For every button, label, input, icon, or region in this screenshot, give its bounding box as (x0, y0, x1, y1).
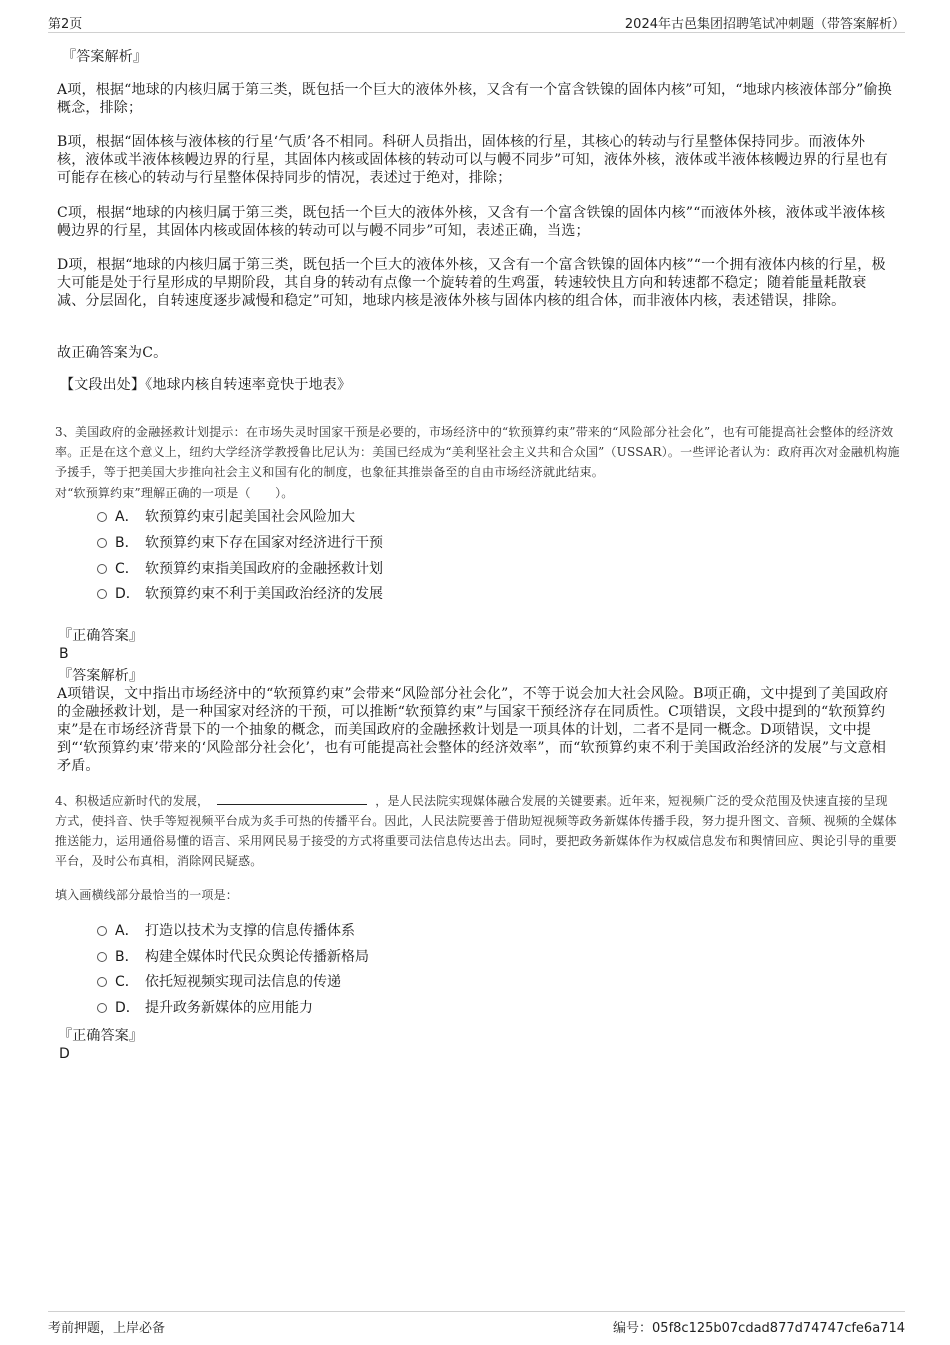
radio-icon[interactable] (97, 564, 107, 574)
q4-question: 填入画横线部分最恰当的一项是： (55, 888, 239, 902)
radio-icon[interactable] (97, 926, 107, 936)
q3-answer-heading: 『正确答案』 (58, 628, 144, 644)
option-text: 软预算约束不利于美国政治经济的发展 (145, 586, 383, 602)
option-letter: B． (115, 535, 139, 551)
q2-analysis-b: B项，根据“固体核与液体核的行星‘气质’各不相同。科研人员指出，固体核的行星，其核心的转动与行星整体保持同步。而液体外核，液体或半液体核幔边界的行星，其固体内核或固体核的转动可以与幔不同步”可知，液体外核，液体或半液体核幔边界的行星也有可能存在核心的转动与行星整体保持同步的情况，表述过于绝对，排除； (57, 134, 888, 186)
q4-stem-before: 4、积极适应新时代的发展， (55, 794, 210, 808)
document-id: 编号：05f8c125b07cdad877d74747cfe6a714 (613, 1321, 905, 1336)
option-text: 软预算约束下存在国家对经济进行干预 (145, 535, 383, 551)
option-text: 提升政务新媒体的应用能力 (145, 1000, 313, 1016)
q3-option-c[interactable] (97, 560, 497, 578)
option-letter: A． (115, 509, 139, 525)
radio-icon[interactable] (97, 977, 107, 987)
q3-answer: B (59, 646, 69, 662)
q4-option-c[interactable] (97, 973, 497, 991)
q3-analysis: A项错误，文中指出市场经济中的“软预算约束”会带来“风险部分社会化”，不等于说会加大社会风险。B项正确，文中提到了美国政府的金融拯救计划，是一种国家对经济的干预，可以推断“软预算约束”与国家干预经济存在同质性。C项错误，文段中提到的“软预算约束”是在市场经济背景下的一个抽象的概念，而美国政府的金融拯救计划是一项具体的计划，二者不是同一概念。D项错误，文中提到“‘软预算约束’带来的‘风险部分社会化’，也有可能提高社会整体的经济效率”，而“软预算约束不利于美国政治经济的发展”与文意相矛盾。 (57, 686, 889, 774)
q3-analysis-heading: 『答案解析』 (58, 668, 144, 684)
radio-icon[interactable] (97, 538, 107, 548)
q2-analysis-c: C项，根据“地球的内核归属于第三类，既包括一个巨大的液体外核，又含有一个富含铁镍的固体内核”“而液体外核，液体或半液体核幔边界的行星，其固体内核或固体核的转动可以与幔不同步”可知，表述正确，当选； (57, 205, 886, 239)
q3-stem: 3、美国政府的金融拯救计划提示：在市场失灵时国家干预是必要的，市场经济中的“软预算约束”带来的“风险部分社会化”，也有可能提高社会整体的经济效率。正是在这个意义上，纽约大学经济学教授鲁比尼认为：美国已经成为“美利坚社会主义共和合众国”（USSAR）。一些评论者认为：政府再次对金融机构施予援手，等于把美国大步推向社会主义和国有化的制度，也象征其推崇备至的自由市场经济就此结束。 (55, 425, 900, 479)
q3-option-b[interactable] (97, 534, 497, 552)
q3-option-d[interactable] (97, 585, 497, 603)
radio-icon[interactable] (97, 512, 107, 522)
page-footer (48, 1311, 905, 1336)
page-header (48, 10, 905, 33)
option-letter: B． (115, 949, 139, 965)
document-title: 2024年古邑集团招聘笔试冲刺题（带答案解析） (624, 17, 905, 32)
q2-analysis-a: A项，根据“地球的内核归属于第三类，既包括一个巨大的液体外核，又含有一个富含铁镍的固体内核”可知，“地球内核液体部分”偷换概念，排除； (57, 82, 892, 116)
radio-icon[interactable] (97, 1003, 107, 1013)
option-text: 打造以技术为支撑的信息传播体系 (145, 923, 355, 939)
q4-option-b[interactable] (97, 948, 497, 966)
q4-option-d[interactable] (97, 999, 497, 1017)
q2-analysis-heading: 『答案解析』 (62, 49, 148, 65)
q4-answer-heading: 『正确答案』 (58, 1028, 144, 1044)
option-letter: A． (115, 923, 139, 939)
option-text: 构建全媒体时代民众舆论传播新格局 (145, 949, 369, 965)
q3-option-a[interactable] (97, 508, 497, 526)
option-text: 软预算约束引起美国社会风险加大 (145, 509, 355, 525)
q4-stem (55, 791, 898, 871)
option-letter: C． (115, 561, 139, 577)
option-text: 软预算约束指美国政府的金融拯救计划 (145, 561, 383, 577)
q2-conclusion: 故正确答案为C。 (57, 345, 168, 361)
radio-icon[interactable] (97, 589, 107, 599)
option-letter: C． (115, 974, 139, 990)
q2-analysis-d: D项，根据“地球的内核归属于第三类，既包括一个巨大的液体外核，又含有一个富含铁镍的固体内核”“一个拥有液体内核的行星，极大可能是处于行星形成的早期阶段，其自身的转动有点像一个旋转着的生鸡蛋，转速较快且方向和转速都不稳定；随着能量耗散衰减、分层固化，自转速度逐步减慢和稳定”可知，地球内核是液体外核与固体内核的组合体，而非液体内核，表述错误，排除。 (57, 257, 886, 309)
q4-option-a[interactable] (97, 922, 497, 940)
q2-source: 【文段出处】《地球内核自转速率竟快于地表》 (60, 377, 352, 393)
q4-answer: D (59, 1046, 70, 1062)
option-letter: D． (115, 1000, 140, 1016)
radio-icon[interactable] (97, 952, 107, 962)
page-number: 第2页 (48, 17, 83, 32)
q3-question: 对“软预算约束”理解正确的一项是（ ）。 (55, 486, 294, 500)
footer-slogan: 考前押题，上岸必备 (48, 1321, 166, 1336)
fill-in-blank (217, 791, 367, 805)
q4-stem-after: ，是人民法院实现媒体融合发展的关键要素。近年来，短视频广泛的受众范围及快速直接的呈现方式，使抖音、快手等短视频平台成为炙手可热的传播平台。因此，人民法院要善于借助短视频等政务新媒体传播手段，努力提升图文、音频、视频的全媒体推送能力，运用通俗易懂的语言、采用网民易于接受的方式将重要司法信息传达出去。同时，要把政务新媒体作为权威信息发布和舆情回应、舆论引导的重要平台，及时公布真相，消除网民疑惑。 (55, 794, 897, 868)
option-text: 依托短视频实现司法信息的传递 (145, 974, 341, 990)
option-letter: D． (115, 586, 140, 602)
